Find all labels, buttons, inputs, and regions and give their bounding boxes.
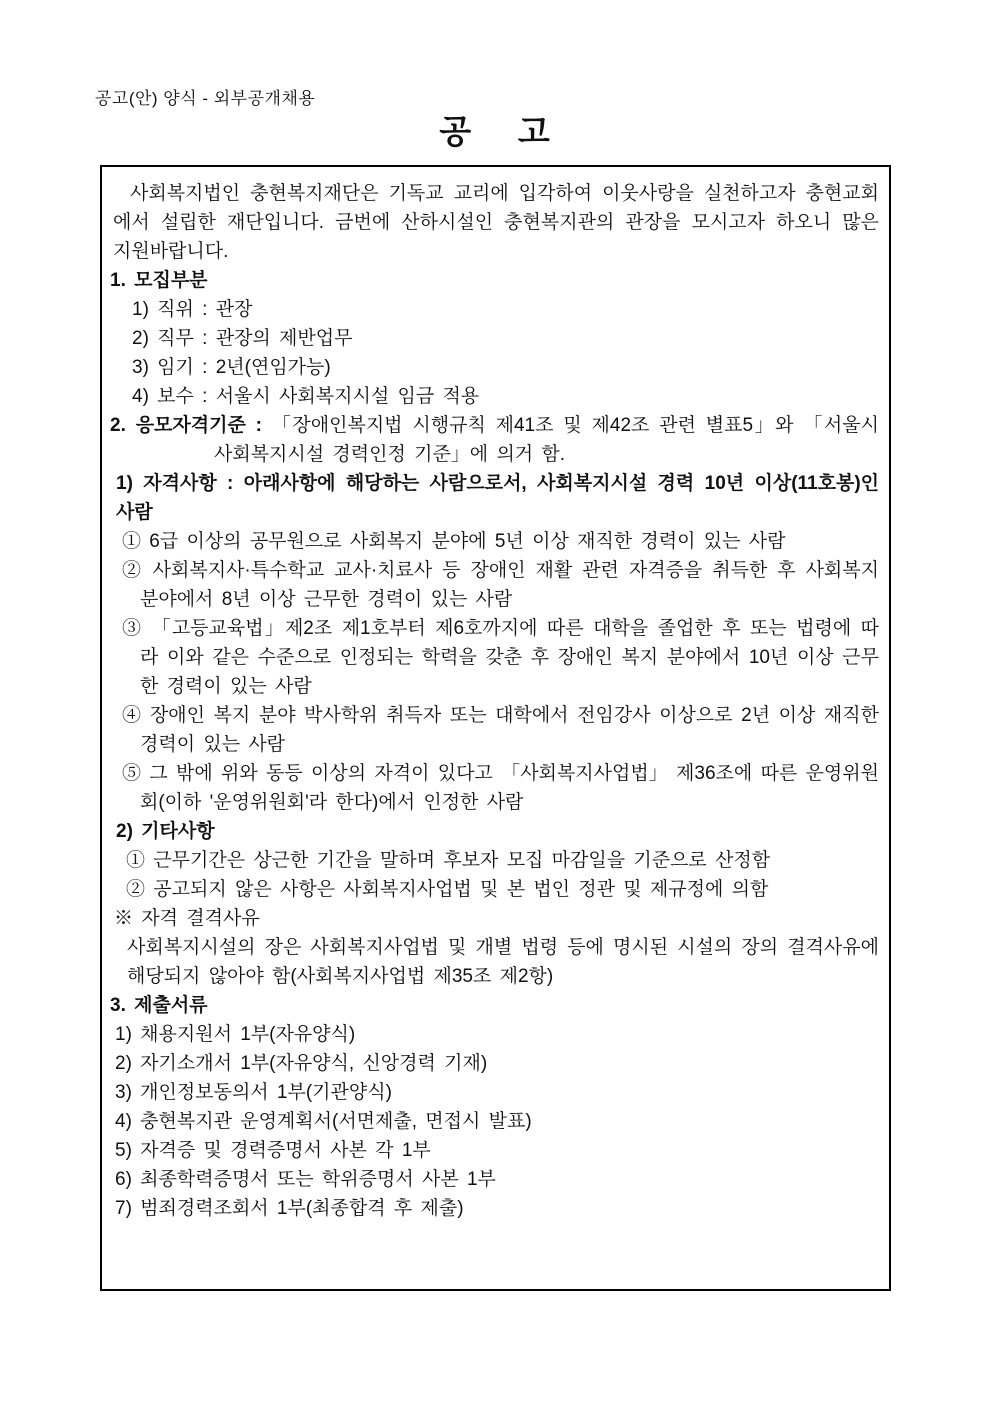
qualification-item-1: ① 6급 이상의 공무원으로 사회복지 분야에 5년 이상 재직한 경력이 있는 사람 bbox=[122, 531, 786, 552]
etc-heading: 2) 기타사항 bbox=[116, 821, 215, 842]
notice-box bbox=[100, 165, 891, 1291]
document-item-7: 7) 범죄경력조회서 1부(최종합격 후 제출) bbox=[115, 1198, 464, 1219]
list-item-salary: 4) 보수 : 서울시 사회복지시설 임금 적용 bbox=[132, 386, 480, 407]
qualification-item-4: ④ 장애인 복지 분야 박사학위 취득자 또는 대학에서 전임강사 이상으로 2년 이상 재직한 경력이 있는 사람 bbox=[122, 705, 879, 755]
disqualification-label: ※ 자격 결격사유 bbox=[114, 908, 260, 929]
etc-item-2: ② 공고되지 않은 사항은 사회복지사업법 및 본 법인 정관 및 제규정에 의함 bbox=[126, 879, 769, 900]
qualifications-heading: 1) 자격사항 : 아래사항에 해당하는 사람으로서, 사회복지시설 경력 10년 이상(11호봉)인 사람 bbox=[116, 473, 879, 523]
list-item-term: 3) 임기 : 2년(연임가능) bbox=[132, 357, 331, 378]
document-item-2: 2) 자기소개서 1부(자유양식, 신앙경력 기재) bbox=[115, 1053, 488, 1074]
disqualification-text: 사회복지시설의 장은 사회복지사업법 및 개별 법령 등에 명시된 시설의 장의 결격사유에 해당되지 않아야 함(사회복지사업법 제35조 제2항) bbox=[127, 937, 879, 987]
qualification-item-3: ③ 「고등교육법」제2조 제1호부터 제6호까지에 따른 대학을 졸업한 후 또는 법령에 따라 이와 같은 수준으로 인정되는 학력을 갖춘 후 장애인 복지 분야에서 10년 이상 근무한 경력이 있는 사람 bbox=[122, 618, 879, 697]
section2-heading-text: 「장애인복지법 시행규칙 제41조 및 제42조 관련 별표5」와 「서울시 사회복지시설 경력인정 기준」에 의거 함. bbox=[214, 415, 879, 465]
form-type-label: 공고(안) 양식 - 외부공개채용 bbox=[95, 89, 316, 108]
intro-paragraph: 사회복지법인 충현복지재단은 기독교 교리에 입각하여 이웃사랑을 실천하고자 충현교회에서 설립한 재단입니다. 금번에 산하시설인 충현복지관의 관장을 모시고자 하오니 많은 지원바랍니다. bbox=[113, 183, 879, 262]
section3-heading: 3. 제출서류 bbox=[110, 995, 208, 1016]
section2-heading bbox=[102, 411, 879, 469]
list-item-position: 1) 직위 : 관장 bbox=[132, 299, 253, 320]
section1-heading: 1. 모집부분 bbox=[110, 270, 208, 291]
qualification-item-2: ② 사회복지사·특수학교 교사·치료사 등 장애인 재활 관련 자격증을 취득한 후 사회복지 분야에서 8년 이상 근무한 경력이 있는 사람 bbox=[122, 560, 879, 610]
document-item-4: 4) 충현복지관 운영계획서(서면제출, 면접시 발표) bbox=[115, 1111, 532, 1132]
qualification-item-5: ⑤ 그 밖에 위와 동등 이상의 자격이 있다고 「사회복지사업법」 제36조에 따른 운영위원회(이하 '운영위원회'라 한다)에서 인정한 사람 bbox=[122, 763, 879, 813]
document-item-3: 3) 개인정보동의서 1부(기관양식) bbox=[115, 1082, 392, 1103]
list-item-duty: 2) 직무 : 관장의 제반업무 bbox=[132, 328, 353, 349]
document-item-1: 1) 채용지원서 1부(자유양식) bbox=[115, 1024, 356, 1045]
document-item-6: 6) 최종학력증명서 또는 학위증명서 사본 1부 bbox=[115, 1169, 496, 1190]
document-item-5: 5) 자격증 및 경력증명서 사본 각 1부 bbox=[115, 1140, 431, 1161]
notice-title: 공 고 bbox=[439, 113, 552, 150]
section2-heading-label: 2. 응모자격기준 : bbox=[110, 415, 272, 436]
etc-item-1: ① 근무기간은 상근한 기간을 말하며 후보자 모집 마감일을 기준으로 산정함 bbox=[126, 850, 771, 871]
